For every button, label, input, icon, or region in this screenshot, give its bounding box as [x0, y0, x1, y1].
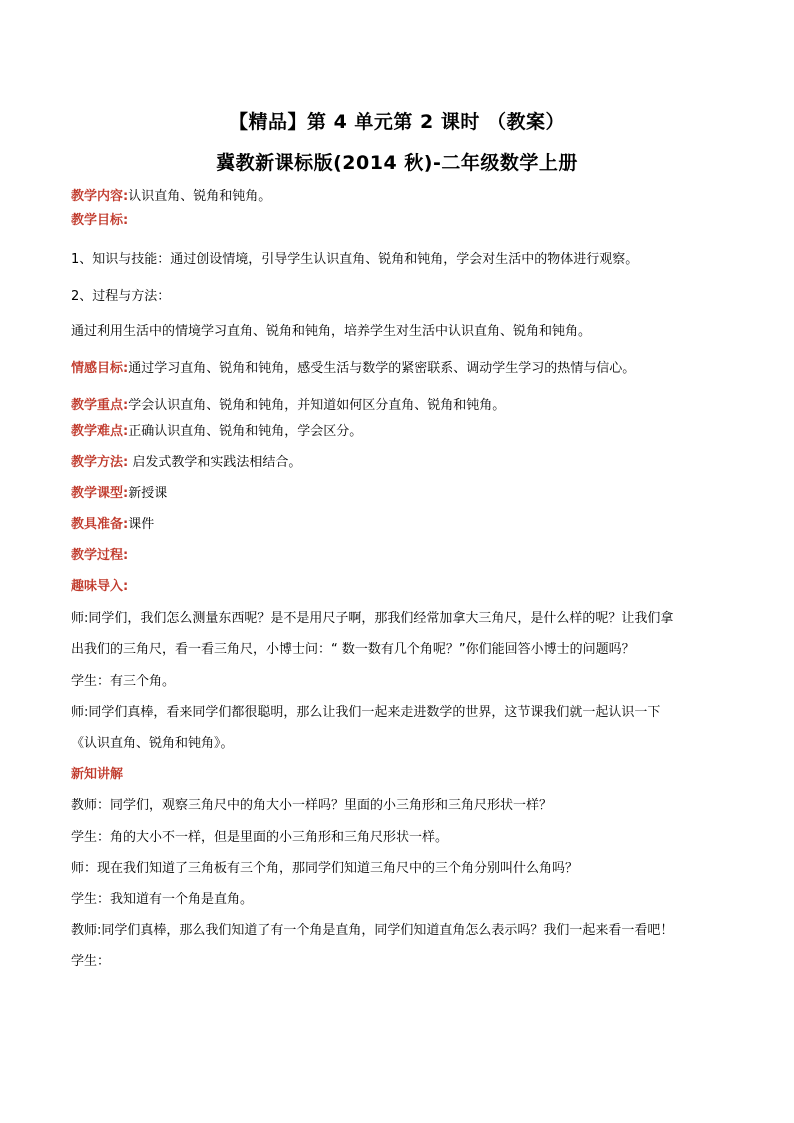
intro-line: 《认识直角、锐角和钝角》。 [71, 736, 234, 751]
difficulty-label: 教学难点: [71, 424, 129, 439]
intro-heading [71, 578, 731, 596]
objective-2-heading: 2、过程与方法： [71, 289, 171, 304]
new-knowledge-line: 学生：我知道有一个角是直角。 [71, 892, 254, 907]
lesson-type-text: 新授课 [128, 486, 168, 501]
intro-line: 师:同学们，我们怎么测量东西呢？是不是用尺子啊，那我们经常加拿大三角尺，是什么样的呢？让我们拿 [71, 611, 674, 626]
key-point [71, 397, 731, 415]
new-knowledge-line: 师：现在我们知道了三角板有三个角，那同学们知道三角尺中的三个角分别叫什么角吗？ [71, 861, 579, 876]
teaching-tools [71, 516, 731, 534]
difficulty [71, 423, 731, 441]
teaching-method [71, 454, 731, 472]
objective-1: 1、知识与技能：通过创设情境，引导学生认识直角、锐角和钝角，学会对生活中的物体进行观察。 [71, 252, 639, 267]
new-knowledge-heading [71, 766, 731, 784]
new-knowledge-line: 学生： [71, 954, 111, 969]
tools-label: 教具准备: [71, 517, 129, 532]
method-text: 启发式教学和实践法相结合。 [128, 455, 302, 470]
new-knowledge-line: 学生：角的大小不一样，但是里面的小三角形和三角尺形状一样。 [71, 830, 449, 845]
lesson-type [71, 485, 731, 503]
teaching-content-label: 教学内容: [71, 189, 129, 204]
emotion-objective [71, 360, 731, 378]
objectives-label: 教学目标: [71, 213, 129, 228]
document-title: 【精品】第 4 单元第 2 课时 （教案） [228, 111, 565, 133]
document-subtitle: 冀教新课标版(2014 秋)-二年级数学上册 [216, 152, 578, 174]
new-knowledge-line: 教师:同学们真棒，那么我们知道了有一个角是直角，同学们知道直角怎么表示吗？我们一起来看一看吧！ [71, 923, 674, 938]
teaching-content [71, 188, 731, 206]
new-knowledge-label: 新知讲解 [71, 767, 124, 782]
method-label: 教学方法: [71, 455, 129, 470]
emotion-label: 情感目标: [71, 361, 129, 376]
intro-label: 趣味导入: [71, 579, 129, 594]
objective-2-text: 通过利用生活中的情境学习直角、锐角和钝角，培养学生对生活中认识直角、锐角和钝角。 [71, 324, 592, 339]
emotion-text: 通过学习直角、锐角和钝角，感受生活与数学的紧密联系、调动学生学习的热情与信心。 [128, 361, 636, 376]
key-point-label: 教学重点: [71, 398, 129, 413]
intro-line: 出我们的三角尺，看一看三角尺，小博士问：“ 数一数有几个角呢？”你们能回答小博士的问题吗？ [71, 642, 635, 657]
tools-text: 课件 [128, 517, 155, 532]
new-knowledge-line: 教师：同学们，观察三角尺中的角大小一样吗？里面的小三角形和三角尺形状一样？ [71, 798, 553, 813]
key-point-text: 学会认识直角、锐角和钝角，并知道如何区分直角、锐角和钝角。 [128, 398, 506, 413]
process-label: 教学过程: [71, 548, 129, 563]
difficulty-text: 正确认识直角、锐角和钝角，学会区分。 [128, 424, 363, 439]
intro-line: 师:同学们真棒，看来同学们都很聪明，那么让我们一起来走进数学的世界，这节课我们就一起认识一下 [71, 705, 661, 720]
lesson-type-label: 教学课型: [71, 486, 129, 501]
intro-line: 学生：有三个角。 [71, 674, 176, 689]
process-heading [71, 547, 731, 565]
teaching-content-text: 认识直角、锐角和钝角。 [128, 189, 272, 204]
objectives-heading [71, 212, 731, 230]
